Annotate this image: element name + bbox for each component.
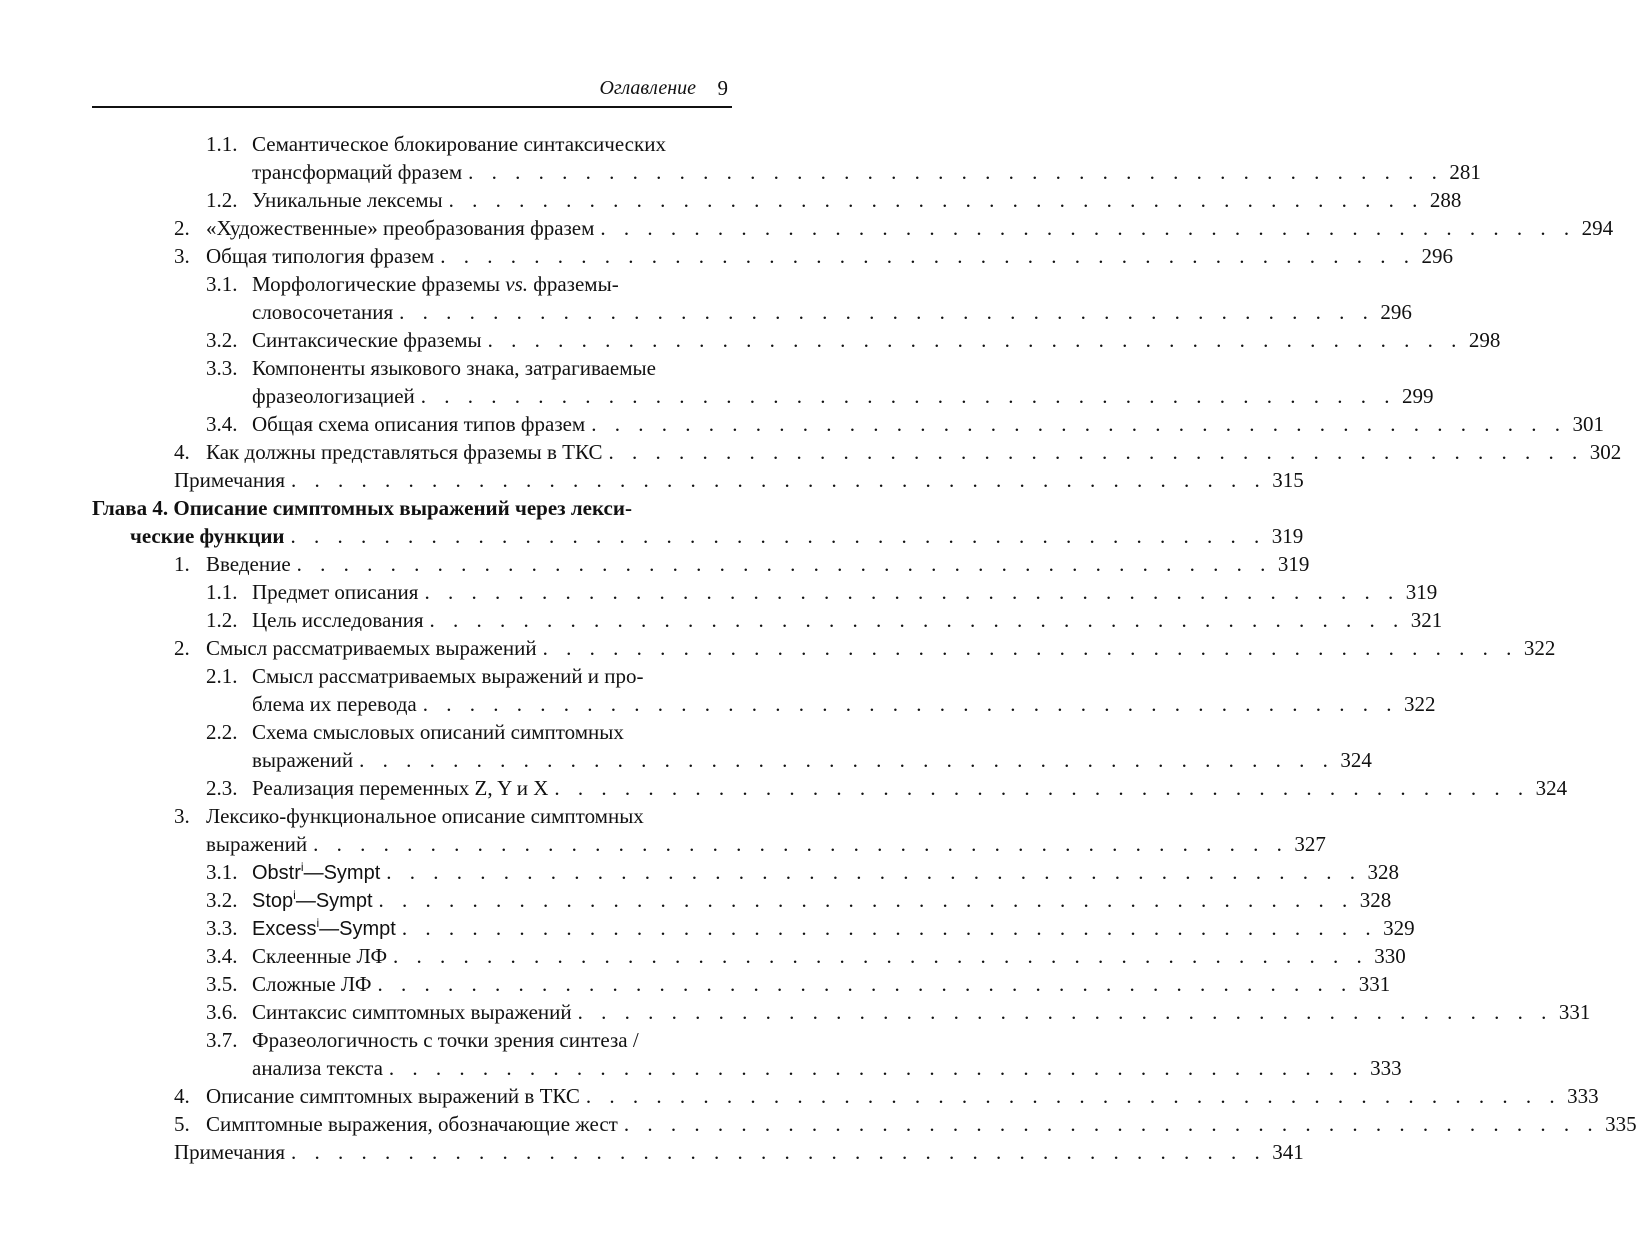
toc-entry-number: 3.6. xyxy=(206,1000,238,1024)
toc-entry xyxy=(174,1112,1637,1140)
toc-entry-page: 319 xyxy=(1271,524,1304,548)
dot-leader: . . . . . . . . . . . . . . . . . . . . . . . . . . . . . . . . . . . . . . . . . . xyxy=(623,1112,1600,1136)
toc-entry-page: 333 xyxy=(1370,1056,1402,1080)
toc-entry xyxy=(252,300,1412,328)
toc-entry-number: 4. xyxy=(174,1084,190,1108)
chapter-heading xyxy=(130,524,1304,552)
dot-leader: . . . . . . . . . . . . . . . . . . . . . . . . . . . . . . . . . . . . . . . . . . xyxy=(378,888,1354,912)
dot-leader: . . . . . . . . . . . . . . . . . . . . . . . . . . . . . . . . . . . . . . . . . . xyxy=(359,748,1335,772)
toc-entry xyxy=(206,972,1391,1000)
toc-entry-number: 3.2. xyxy=(206,328,238,352)
toc-entry-title: фразеологизацией xyxy=(252,384,415,408)
toc-entry-page: 324 xyxy=(1535,776,1568,800)
toc-entry-number: 5. xyxy=(174,1112,190,1136)
toc-entry xyxy=(206,664,690,692)
toc-entry-page: 302 xyxy=(1589,440,1622,464)
toc-entry-page: 321 xyxy=(1410,608,1443,632)
toc-entry-page: 296 xyxy=(1421,244,1453,268)
toc-entry-page: 331 xyxy=(1558,1000,1591,1024)
toc-entry-title: «Художественные» преобразования фразем xyxy=(206,216,595,240)
toc-entry xyxy=(252,1056,1402,1084)
toc-entry xyxy=(174,216,1614,244)
dot-leader: . . . . . . . . . . . . . . . . . . . . . . . . . . . . . . . . . . . . . . . . . . xyxy=(429,608,1405,632)
dot-leader: . . . . . . . . . . . . . . . . . . . . . . . . . . . . . . . . . . . . . . . . . . xyxy=(377,972,1353,996)
toc-entry-page: 324 xyxy=(1340,748,1372,772)
toc-entry-number: 2.3. xyxy=(206,776,238,800)
toc-entry-page: 315 xyxy=(1272,468,1304,492)
toc-entry-page: 329 xyxy=(1383,916,1415,940)
toc-entry xyxy=(206,916,1415,944)
toc-entry-title: Примечания xyxy=(174,1140,286,1164)
dot-leader: . . . . . . . . . . . . . . . . . . . . . . . . . . . . . . . . . . . . . . . . . . xyxy=(487,328,1463,352)
toc-entry-number: 1.2. xyxy=(206,188,238,212)
toc-entry-number: 3.1. xyxy=(206,272,238,296)
toc-entry xyxy=(206,356,690,384)
toc-entry-page: 333 xyxy=(1567,1084,1599,1108)
toc-entry-title: Общая схема описания типов фразем xyxy=(252,412,586,436)
toc-entry xyxy=(174,804,690,832)
toc-entry-title: Фразеологичность с точки зрения синтеза / xyxy=(252,1028,639,1052)
toc-entry-title: анализа текста xyxy=(252,1056,383,1080)
toc-entry-number: 3.2. xyxy=(206,888,238,912)
dot-leader: . . . . . . . . . . . . . . . . . . . . . . . . . . . . . . . . . . . . . . . . . . xyxy=(542,636,1518,660)
toc-entry-page: 294 xyxy=(1581,216,1614,240)
toc-entry-title: Сложные ЛФ xyxy=(252,972,372,996)
toc-entry-title: Смысл рассматриваемых выражений xyxy=(206,636,537,660)
toc-entry-title: Лексико-функциональное описание симптомных xyxy=(206,804,644,828)
toc-entry-title: выражений xyxy=(206,832,308,856)
toc-entry xyxy=(174,1084,1599,1112)
toc-entry xyxy=(174,552,1310,580)
toc-entry xyxy=(174,468,1304,496)
toc-entry xyxy=(206,328,1501,356)
toc-entry xyxy=(206,888,1392,916)
dot-leader: . . . . . . . . . . . . . . . . . . . . . . . . . . . . . . . . . . . . . . . . . . xyxy=(399,300,1375,324)
toc-entry-title: Как должны представляться фраземы в ТКС xyxy=(206,440,603,464)
toc-entry-number: 1.1. xyxy=(206,580,238,604)
toc-entry xyxy=(206,776,1568,804)
toc-entry xyxy=(206,272,690,300)
toc-entry-title: Цель исследования xyxy=(252,608,424,632)
dot-leader: . . . . . . . . . . . . . . . . . . . . . . . . . . . . . . . . . . . . . . . . . . xyxy=(401,916,1378,940)
dot-leader: . . . . . . . . . . . . . . . . . . . . . . . . . . . . . . . . . . . . . . . . . . xyxy=(608,440,1584,464)
toc-entry-title: Obstr$^i$—Sympt xyxy=(252,860,381,884)
toc-entry-title: Реализация переменных Z, Y и X xyxy=(252,776,549,800)
toc-entry-title: блема их перевода xyxy=(252,692,417,716)
dot-leader: . . . . . . . . . . . . . . . . . . . . . . . . . . . . . . . . . . . . . . . . . . xyxy=(290,524,1266,548)
toc-entry-page: 281 xyxy=(1449,160,1481,184)
toc-entry-title: Уникальные лексемы xyxy=(252,188,443,212)
toc-entry-number: 3.1. xyxy=(206,860,238,884)
toc-entry-title: трансформаций фразем xyxy=(252,160,463,184)
toc-entry xyxy=(174,636,1556,664)
toc-entry-number: 3.3. xyxy=(206,356,238,380)
toc-entry-title: Stop$^i$—Sympt xyxy=(252,888,373,912)
dot-leader: . . . . . . . . . . . . . . . . . . . . . . . . . . . . . . . . . . . . . . . . . . xyxy=(554,776,1530,800)
toc-entry-page: 288 xyxy=(1429,188,1462,212)
chapter-title: Глава 4. Описание симптомных выражений через лекси- xyxy=(92,496,632,520)
toc-entry-page: 328 xyxy=(1367,860,1400,884)
toc-entry-number: 2.1. xyxy=(206,664,238,688)
toc-entry-title: Смысл рассматриваемых выражений и про- xyxy=(252,664,644,688)
toc-entry-page: 331 xyxy=(1358,972,1391,996)
toc-entry-title: Введение xyxy=(206,552,291,576)
dot-leader: . . . . . . . . . . . . . . . . . . . . . . . . . . . . . . . . . . . . . . . . . . xyxy=(440,244,1416,268)
toc-entry-number: 1.1. xyxy=(206,132,238,156)
toc-entry xyxy=(206,1028,690,1056)
toc-entry-number: 3.4. xyxy=(206,412,238,436)
toc-entry-title: Симптомные выражения, обозначающие жест xyxy=(206,1112,618,1136)
toc-entry-page: 322 xyxy=(1523,636,1556,660)
toc-entry xyxy=(206,188,1462,216)
dot-leader: . . . . . . . . . . . . . . . . . . . . . . . . . . . . . . . . . . . . . . . . . . xyxy=(393,944,1369,968)
toc-entry-page: 298 xyxy=(1468,328,1501,352)
toc-entry-page: 299 xyxy=(1402,384,1434,408)
running-header xyxy=(92,76,732,108)
dot-leader: . . . . . . . . . . . . . . . . . . . . . . . . . . . . . . . . . . . . . . . . . . xyxy=(422,692,1398,716)
dot-leader: . . . . . . . . . . . . . . . . . . . . . . . . . . . . . . . . . . . . . . . . . . xyxy=(291,468,1267,492)
toc-entry xyxy=(206,944,1406,972)
toc-entry-title: Морфологические фраземы vs. фраземы- xyxy=(252,272,619,296)
toc-entry-title: Общая типология фразем xyxy=(206,244,435,268)
toc-entry-page: 341 xyxy=(1272,1140,1304,1164)
dot-leader: . . . . . . . . . . . . . . . . . . . . . . . . . . . . . . . . . . . . . . . . . . xyxy=(388,1056,1365,1080)
toc-entry xyxy=(174,440,1622,468)
toc-entry xyxy=(174,244,1453,272)
toc-entry xyxy=(206,860,1400,888)
toc-entry xyxy=(206,580,1438,608)
toc-entry xyxy=(174,1140,1304,1168)
dot-leader: . . . . . . . . . . . . . . . . . . . . . . . . . . . . . . . . . . . . . . . . . . xyxy=(585,1084,1562,1108)
toc-entry-title: Компоненты языкового знака, затрагиваемые xyxy=(252,356,656,380)
dot-leader: . . . . . . . . . . . . . . . . . . . . . . . . . . . . . . . . . . . . . . . . . . xyxy=(313,832,1289,856)
toc-entry-title: Схема смысловых описаний симптомных xyxy=(252,720,624,744)
toc-entry xyxy=(206,832,1326,860)
toc-entry xyxy=(206,608,1443,636)
toc-entry-page: 330 xyxy=(1374,944,1406,968)
toc-entry-page: 319 xyxy=(1405,580,1438,604)
toc-entry-title: Предмет описания xyxy=(252,580,419,604)
toc-entry-number: 3.4. xyxy=(206,944,238,968)
toc-entry-page: 301 xyxy=(1572,412,1604,436)
toc-entry-page: 296 xyxy=(1380,300,1412,324)
toc-entry-number: 3.3. xyxy=(206,916,238,940)
toc-entry-page: 327 xyxy=(1294,832,1326,856)
toc-entry xyxy=(252,160,1481,188)
toc-entry-number: 3. xyxy=(174,244,190,268)
toc-entry-title: словосочетания xyxy=(252,300,394,324)
header-title: Оглавление xyxy=(599,77,696,99)
dot-leader: . . . . . . . . . . . . . . . . . . . . . . . . . . . . . . . . . . . . . . . . . . xyxy=(468,160,1444,184)
toc-entry-number: 2. xyxy=(174,216,190,240)
toc-entry-title: Описание симптомных выражений в ТКС xyxy=(206,1084,580,1108)
toc-entry-title: выражений xyxy=(252,748,354,772)
toc-entry-title: Семантическое блокирование синтаксических xyxy=(252,132,666,156)
chapter-heading xyxy=(92,496,692,524)
dot-leader: . . . . . . . . . . . . . . . . . . . . . . . . . . . . . . . . . . . . . . . . . . xyxy=(420,384,1396,408)
toc-entry xyxy=(206,1000,1591,1028)
toc-entry-title: Синтаксис симптомных выражений xyxy=(252,1000,572,1024)
toc-entry-title: Синтаксические фраземы xyxy=(252,328,482,352)
toc-entry-title: Excess$^i$—Sympt xyxy=(252,916,396,940)
toc-entry-number: 3. xyxy=(174,804,190,828)
toc-entry-number: 2.2. xyxy=(206,720,238,744)
dot-leader: . . . . . . . . . . . . . . . . . . . . . . . . . . . . . . . . . . . . . . . . . . xyxy=(386,860,1362,884)
dot-leader: . . . . . . . . . . . . . . . . . . . . . . . . . . . . . . . . . . . . . . . . . . xyxy=(448,188,1424,212)
toc-entry xyxy=(252,748,1372,776)
toc-entry xyxy=(206,412,1604,440)
dot-leader: . . . . . . . . . . . . . . . . . . . . . . . . . . . . . . . . . . . . . . . . . . xyxy=(296,552,1272,576)
toc-entry-title: Примечания xyxy=(174,468,286,492)
toc-entry-page: 328 xyxy=(1359,888,1392,912)
toc-entry-number: 4. xyxy=(174,440,190,464)
toc-entry-title: Склеенные ЛФ xyxy=(252,944,388,968)
toc-entry xyxy=(252,692,1436,720)
toc-entry-number: 3.5. xyxy=(206,972,238,996)
toc-entry-number: 2. xyxy=(174,636,190,660)
toc-entry-number: 1. xyxy=(174,552,190,576)
toc-entry-page: 322 xyxy=(1403,692,1436,716)
chapter-title: ческие функции xyxy=(130,524,285,548)
dot-leader: . . . . . . . . . . . . . . . . . . . . . . . . . . . . . . . . . . . . . . . . . . xyxy=(577,1000,1553,1024)
header-page-number: 9 xyxy=(717,76,728,100)
toc-entry-page: 319 xyxy=(1277,552,1310,576)
dot-leader: . . . . . . . . . . . . . . . . . . . . . . . . . . . . . . . . . . . . . . . . . . xyxy=(424,580,1400,604)
dot-leader: . . . . . . . . . . . . . . . . . . . . . . . . . . . . . . . . . . . . . . . . . . xyxy=(291,1140,1267,1164)
dot-leader: . . . . . . . . . . . . . . . . . . . . . . . . . . . . . . . . . . . . . . . . . . xyxy=(591,412,1567,436)
toc-entry-number: 3.7. xyxy=(206,1028,238,1052)
toc-entry-page: 335 xyxy=(1605,1112,1637,1136)
toc-entry xyxy=(206,720,690,748)
toc-entry xyxy=(206,132,690,160)
dot-leader: . . . . . . . . . . . . . . . . . . . . . . . . . . . . . . . . . . . . . . . . . . xyxy=(600,216,1576,240)
toc-entry xyxy=(252,384,1434,412)
toc-entry-number: 1.2. xyxy=(206,608,238,632)
